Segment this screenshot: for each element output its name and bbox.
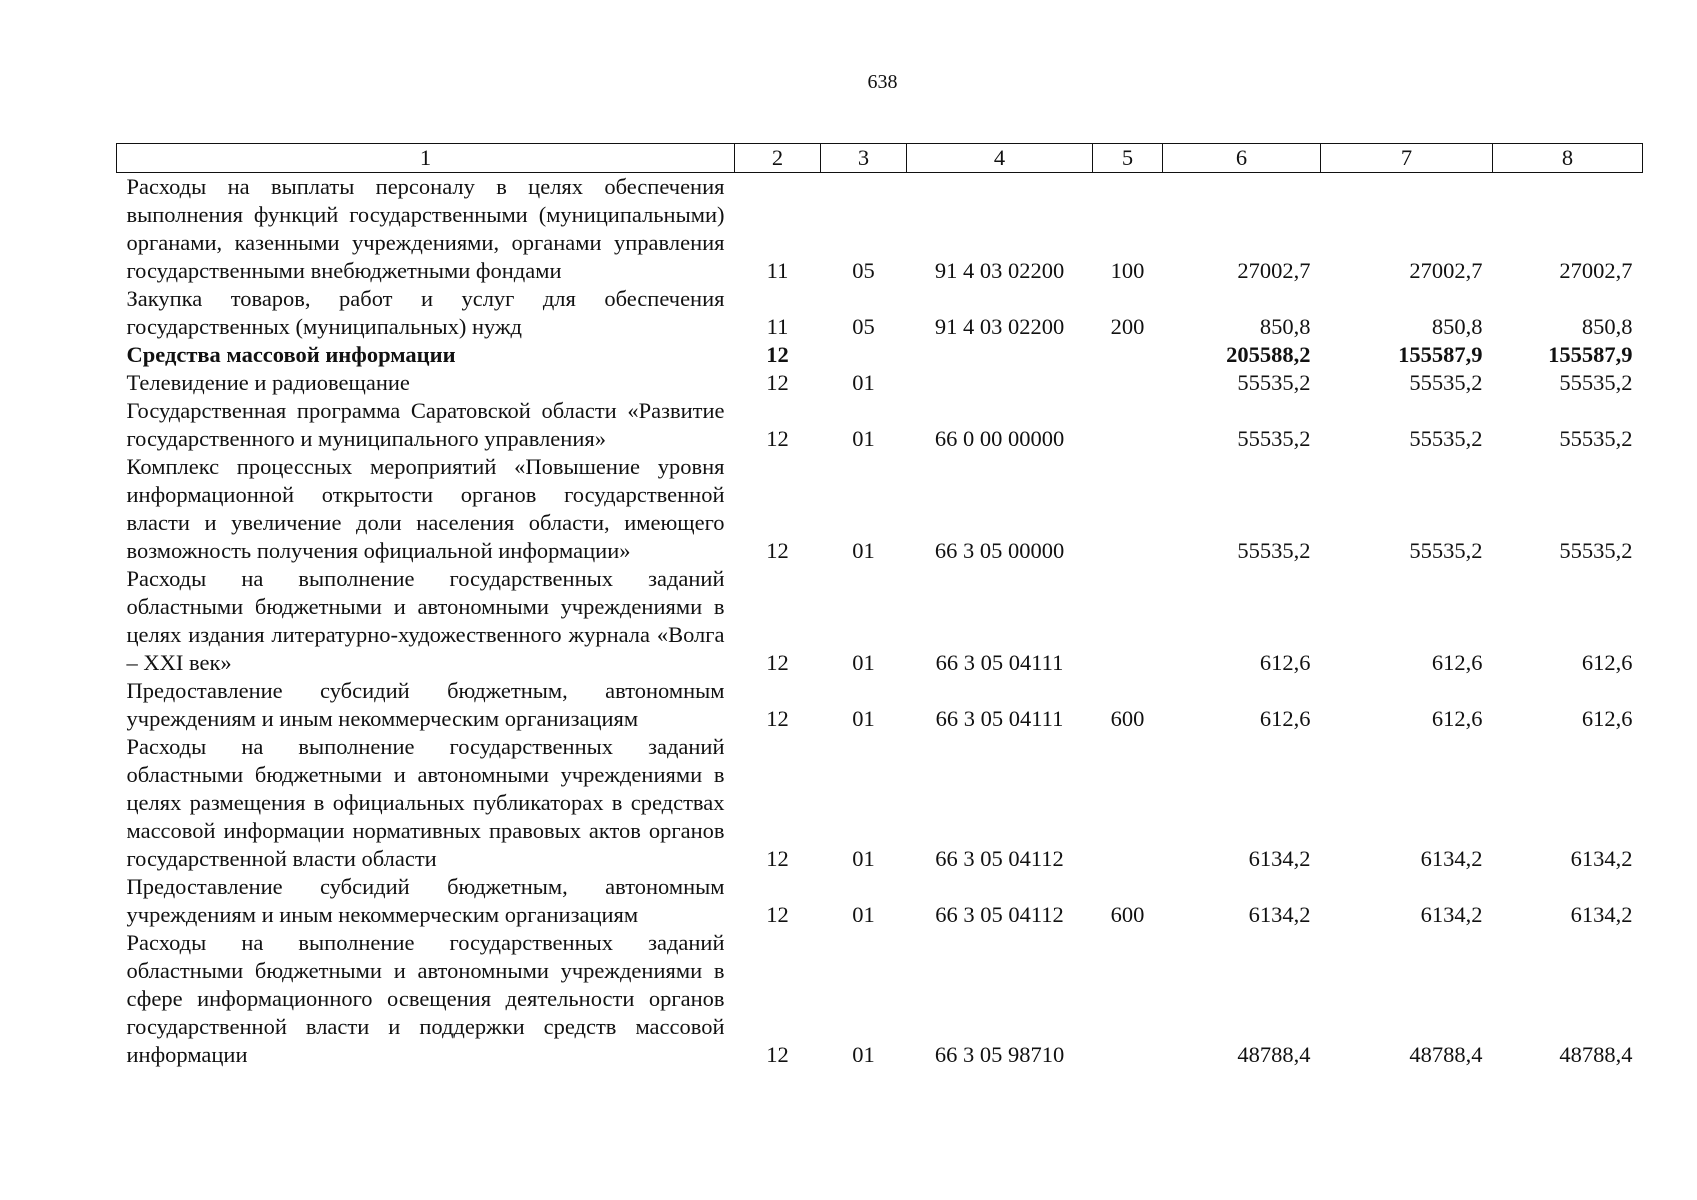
header-cell-7: 7: [1321, 144, 1493, 173]
row-section-code: 11: [766, 258, 789, 283]
row-subsection-code: 01: [852, 902, 875, 927]
row-expense-type-code: 100: [1110, 258, 1145, 283]
header-cell-3: 3: [821, 144, 907, 173]
row-target-article-code: 66 3 05 04111: [935, 650, 1064, 675]
table-row: [117, 453, 1643, 565]
budget-table: [116, 143, 1643, 1069]
table-row: [117, 565, 1643, 677]
row-description: Государственная программа Саратовской области «Развитие государственного и муниципального управления»: [126, 398, 725, 451]
row-expense-type-code: 600: [1110, 902, 1145, 927]
row-amount-col7: 850,8: [1431, 314, 1483, 339]
row-amount-col8: 6134,2: [1570, 902, 1633, 927]
row-amount-col7: 55535,2: [1409, 538, 1483, 563]
row-section-code: 12: [766, 426, 789, 451]
table-row: [117, 173, 1643, 286]
row-amount-col8: 55535,2: [1559, 426, 1633, 451]
row-description: Расходы на выполнение государственных заданий областными бюджетными и автономными учреждениями в целях издания литературно-художественного журнала «Волга – XXI век»: [126, 566, 725, 675]
row-section-code: 12: [766, 706, 789, 731]
row-description: Предоставление субсидий бюджетным, автономным учреждениям и иным некоммерческим организациям: [126, 678, 725, 731]
row-target-article-code: [907, 341, 1093, 369]
row-expense-type-code: 200: [1110, 314, 1145, 339]
row-subsection-code: 01: [852, 846, 875, 871]
row-subsection-code: 05: [852, 314, 875, 339]
row-amount-col6: 55535,2: [1237, 426, 1311, 451]
row-subsection-code: 01: [852, 1042, 875, 1067]
table-row: [117, 873, 1643, 929]
row-target-article-code: 66 3 05 04112: [935, 846, 1064, 871]
row-amount-col8: 612,6: [1581, 706, 1633, 731]
row-amount-col7: 6134,2: [1420, 846, 1483, 871]
row-subsection-code: 01: [852, 538, 875, 563]
row-target-article-code: 66 3 05 00000: [934, 538, 1065, 563]
row-section-code: 12: [766, 1042, 789, 1067]
row-amount-col8: 6134,2: [1570, 846, 1633, 871]
row-amount-col6: 612,6: [1259, 650, 1311, 675]
row-amount-col6: 612,6: [1259, 706, 1311, 731]
row-amount-col7: 48788,4: [1409, 1042, 1483, 1067]
row-amount-col6: 48788,4: [1237, 1042, 1311, 1067]
table-body: [117, 173, 1643, 1070]
row-amount-col8: 27002,7: [1559, 258, 1633, 283]
row-amount-col6: 27002,7: [1237, 258, 1311, 283]
row-amount-col6: 6134,2: [1248, 846, 1311, 871]
row-subsection-code: [821, 341, 907, 369]
row-amount-col7: 27002,7: [1409, 258, 1483, 283]
row-description: Предоставление субсидий бюджетным, автономным учреждениям и иным некоммерческим организациям: [126, 874, 725, 927]
header-cell-8: 8: [1493, 144, 1643, 173]
table-row: [117, 677, 1643, 733]
row-expense-type-code: [1093, 369, 1163, 397]
row-subsection-code: 01: [852, 706, 875, 731]
header-cell-2: 2: [735, 144, 821, 173]
header-cell-1: 1: [117, 144, 735, 173]
row-subsection-code: 05: [852, 258, 875, 283]
table-row: [117, 285, 1643, 341]
table-row: [117, 929, 1643, 1069]
row-section-code: 12: [766, 902, 789, 927]
row-description: Комплекс процессных мероприятий «Повышение уровня информационной открытости органов государственной власти и увеличение доли населения области, имеющего возможность получения официальной информации»: [126, 454, 725, 563]
row-target-article-code: 91 4 03 02200: [934, 314, 1065, 339]
row-description: Закупка товаров, работ и услуг для обеспечения государственных (муниципальных) нужд: [126, 286, 725, 339]
table-row: [117, 733, 1643, 873]
table-header-row: [117, 144, 1643, 173]
table-row: [117, 369, 1643, 397]
row-expense-type-code: [1093, 733, 1163, 873]
table-row: [117, 397, 1643, 453]
row-target-article-code: 66 3 05 04112: [935, 902, 1064, 927]
row-description: Средства массовой информации: [126, 342, 456, 367]
row-amount-col8: 155587,9: [1548, 342, 1633, 367]
row-target-article-code: 66 3 05 98710: [934, 1042, 1065, 1067]
row-amount-col7: 55535,2: [1409, 370, 1483, 395]
row-expense-type-code: [1093, 453, 1163, 565]
row-target-article-code: [907, 369, 1093, 397]
row-expense-type-code: [1093, 565, 1163, 677]
row-description: Телевидение и радиовещание: [126, 370, 410, 395]
row-expense-type-code: [1093, 341, 1163, 369]
row-subsection-code: 01: [852, 370, 875, 395]
row-section-code: 12: [766, 370, 789, 395]
row-amount-col8: 55535,2: [1559, 370, 1633, 395]
row-subsection-code: 01: [852, 426, 875, 451]
row-expense-type-code: 600: [1110, 706, 1145, 731]
row-section-code: 11: [766, 314, 789, 339]
row-target-article-code: 66 0 00 00000: [934, 426, 1065, 451]
row-expense-type-code: [1093, 929, 1163, 1069]
row-section-code: 12: [766, 342, 789, 367]
page-number: 638: [867, 71, 898, 93]
row-section-code: 12: [766, 538, 789, 563]
table-row: [117, 341, 1643, 369]
row-target-article-code: 66 3 05 04111: [935, 706, 1064, 731]
row-amount-col6: 6134,2: [1248, 902, 1311, 927]
header-cell-6: 6: [1163, 144, 1321, 173]
row-description: Расходы на выполнение государственных заданий областными бюджетными и автономными учреждениями в сфере информационного освещения деятельности органов государственной власти и поддержки средств массовой информации: [126, 930, 725, 1067]
row-amount-col8: 55535,2: [1559, 538, 1633, 563]
row-amount-col8: 850,8: [1581, 314, 1633, 339]
row-amount-col8: 48788,4: [1559, 1042, 1633, 1067]
row-section-code: 12: [766, 846, 789, 871]
row-target-article-code: 91 4 03 02200: [934, 258, 1065, 283]
row-amount-col6: 55535,2: [1237, 538, 1311, 563]
row-amount-col6: 55535,2: [1237, 370, 1311, 395]
row-description: Расходы на выплаты персоналу в целях обеспечения выполнения функций государственными (муниципальными) органами, казенными учреждениями, органами управления государственными внебюджетными фондами: [126, 174, 725, 283]
row-subsection-code: 01: [852, 650, 875, 675]
row-expense-type-code: [1093, 397, 1163, 453]
row-section-code: 12: [766, 650, 789, 675]
header-cell-5: 5: [1093, 144, 1163, 173]
row-amount-col8: 612,6: [1581, 650, 1633, 675]
row-amount-col6: 205588,2: [1226, 342, 1311, 367]
row-amount-col7: 155587,9: [1398, 342, 1483, 367]
row-amount-col7: 55535,2: [1409, 426, 1483, 451]
row-amount-col6: 850,8: [1259, 314, 1311, 339]
row-amount-col7: 6134,2: [1420, 902, 1483, 927]
row-amount-col7: 612,6: [1431, 650, 1483, 675]
row-amount-col7: 612,6: [1431, 706, 1483, 731]
header-cell-4: 4: [907, 144, 1093, 173]
row-description: Расходы на выполнение государственных заданий областными бюджетными и автономными учреждениями в целях размещения в официальных публикаторах в средствах массовой информации нормативных правовых актов органов государственной власти области: [126, 734, 725, 871]
